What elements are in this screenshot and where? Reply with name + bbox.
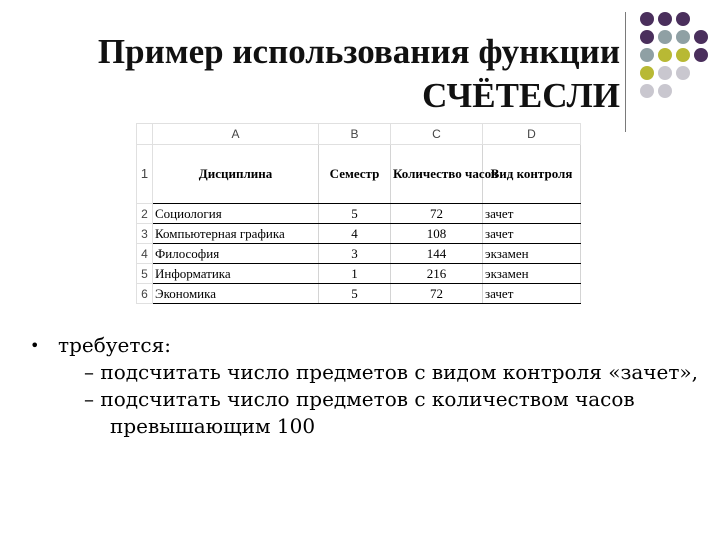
- cell-control-type: экзамен: [483, 244, 581, 264]
- decor-dot: [640, 48, 654, 62]
- column-letter: C: [391, 124, 483, 145]
- bullet-mark: •: [30, 336, 40, 355]
- decor-dot: [658, 30, 672, 44]
- decor-dot: [676, 30, 690, 44]
- table-row: [137, 224, 581, 244]
- row-number: 3: [137, 224, 153, 244]
- cell-control-type: экзамен: [483, 264, 581, 284]
- cell-semester: 1: [319, 264, 391, 284]
- decor-dot: [694, 30, 708, 44]
- header-hours: Количество часов: [391, 145, 483, 204]
- row-number: 6: [137, 284, 153, 304]
- table-row: [137, 244, 581, 264]
- column-header-row: [137, 124, 581, 145]
- row-number: 5: [137, 264, 153, 284]
- cell-semester: 4: [319, 224, 391, 244]
- cell-discipline: Философия: [153, 244, 319, 264]
- cell-discipline: Социология: [153, 204, 319, 224]
- decor-dot: [640, 12, 654, 26]
- table-row: [137, 204, 581, 224]
- table-row: [137, 264, 581, 284]
- decor-dot: [676, 66, 690, 80]
- decor-dot: [640, 84, 654, 98]
- bullet-list: [30, 332, 710, 440]
- cell-hours: 216: [391, 264, 483, 284]
- decor-dot: [658, 12, 672, 26]
- decor-dot: [676, 12, 690, 26]
- row-number: 2: [137, 204, 153, 224]
- cell-discipline: Компьютерная графика: [153, 224, 319, 244]
- row-number: 1: [137, 145, 153, 204]
- decor-dot: [694, 48, 708, 62]
- cell-semester: 5: [319, 284, 391, 304]
- table-row: [137, 284, 581, 304]
- decorative-dots: [640, 12, 720, 132]
- table-header-row: [137, 145, 581, 204]
- cell-discipline: Экономика: [153, 284, 319, 304]
- title-divider: [625, 12, 626, 132]
- row-number: 4: [137, 244, 153, 264]
- cell-control-type: зачет: [483, 204, 581, 224]
- bullet-main: [30, 332, 710, 359]
- sub-item-2: – подсчитать число предметов с количеством часов превышающим 100: [84, 387, 635, 438]
- header-semester: Семестр: [319, 145, 391, 204]
- corner-cell: [137, 124, 153, 145]
- cell-control-type: зачет: [483, 224, 581, 244]
- cell-control-type: зачет: [483, 284, 581, 304]
- decor-dot: [658, 84, 672, 98]
- header-control-type: Вид контроля: [483, 145, 581, 204]
- slide-title-line-2: СЧЁТЕСЛИ: [422, 76, 620, 115]
- decor-dot: [640, 30, 654, 44]
- cell-discipline: Информатика: [153, 264, 319, 284]
- cell-hours: 72: [391, 284, 483, 304]
- bullet-main-text: требуется:: [58, 333, 171, 357]
- slide-title: [20, 30, 620, 118]
- cell-hours: 72: [391, 204, 483, 224]
- decor-dot: [658, 48, 672, 62]
- cell-hours: 144: [391, 244, 483, 264]
- decor-dot: [640, 66, 654, 80]
- decor-dot: [676, 48, 690, 62]
- cell-hours: 108: [391, 224, 483, 244]
- header-discipline: Дисциплина: [153, 145, 319, 204]
- spreadsheet-table: [136, 123, 580, 311]
- cell-semester: 5: [319, 204, 391, 224]
- cell-semester: 3: [319, 244, 391, 264]
- decor-dot: [658, 66, 672, 80]
- column-letter: B: [319, 124, 391, 145]
- sub-item-1: – подсчитать число предметов с видом контроля «зачет»,: [84, 360, 699, 384]
- column-letter: A: [153, 124, 319, 145]
- column-letter: D: [483, 124, 581, 145]
- slide-title-line-1: Пример использования функции: [97, 32, 620, 71]
